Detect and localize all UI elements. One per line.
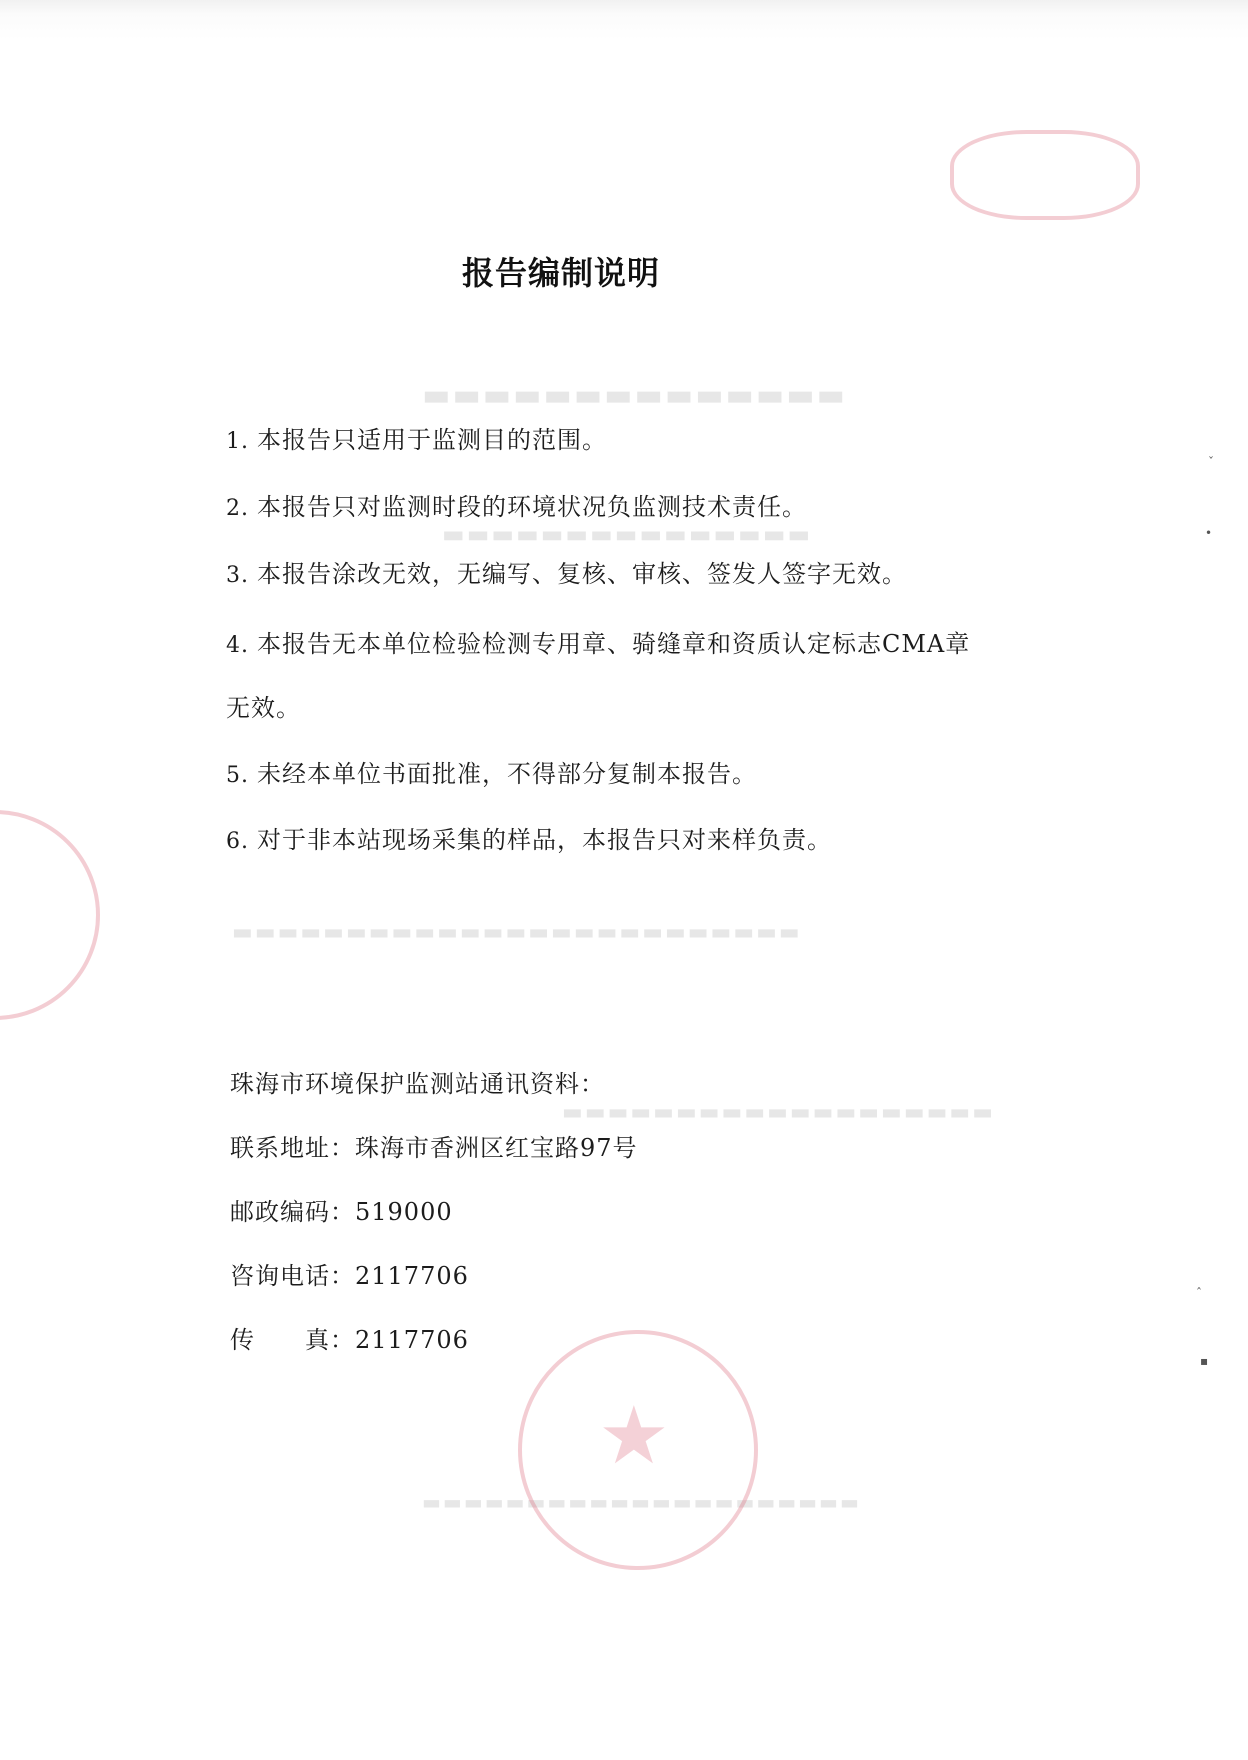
clause-number: 5. [226,763,249,788]
clause-3 [226,560,907,590]
address-label: 联系地址： [230,1134,355,1162]
margin-mark: ˆ [1196,1286,1202,1300]
clause-1 [226,426,607,456]
clause-text: 本报告涂改无效，无编写、复核、审核、签发人签字无效。 [257,560,907,588]
address-value: 珠海市香洲区红宝路97号 [355,1134,638,1162]
postcode-value: 519000 [355,1198,453,1226]
clause-text: 未经本单位书面批准，不得部分复制本报告。 [257,760,757,788]
clause-number: 1. [226,429,249,454]
seal-star-icon: ★ [598,1389,670,1482]
clause-5 [226,760,757,790]
clause-number: 4. [226,633,249,658]
margin-mark: ˇ [1208,455,1214,469]
phone-label: 咨询电话： [230,1262,355,1290]
show-through-text: ▬▬▬▬▬▬▬▬▬▬▬▬▬▬▬▬▬▬▬ [560,1100,993,1125]
clause-number: 3. [226,563,249,588]
contact-heading: 珠海市环境保护监测站通讯资料： [230,1070,605,1098]
contact-phone [230,1262,469,1290]
margin-mark: ▪ [1200,1354,1209,1368]
clause-4-continuation [226,694,301,722]
show-through-text: ▬▬▬▬▬▬▬▬▬▬▬▬▬▬ [420,378,845,413]
phone-value: 2117706 [355,1262,469,1290]
show-through-text: ▬▬▬▬▬▬▬▬▬▬▬▬▬▬▬▬▬▬▬▬▬▬▬▬▬ [230,920,800,945]
contact-fax [230,1326,469,1354]
clause-4 [226,630,970,660]
clause-text: 本报告只对监测时段的环境状况负监测技术责任。 [257,493,807,521]
clause-text: 对于非本站现场采集的样品，本报告只对来样负责。 [257,826,832,854]
seal-impression-right-top [950,130,1140,220]
clause-text: 本报告无本单位检验检测专用章、骑缝章和资质认定标志CMA章 [257,630,971,658]
clause-number: 6. [226,829,249,854]
contact-postcode [230,1198,453,1226]
clause-number: 2. [226,496,249,521]
seal-impression-left-edge [0,810,100,1020]
fax-value: 2117706 [355,1326,469,1354]
clause-6 [226,826,832,856]
fax-label: 传 真： [230,1326,355,1354]
postcode-label: 邮政编码： [230,1198,355,1226]
show-through-text: ▬▬▬▬▬▬▬▬▬▬▬▬▬▬▬▬▬▬▬▬▬ [420,1490,859,1514]
margin-mark: • [1205,526,1213,540]
contact-address [230,1134,638,1162]
clause-text: 本报告只适用于监测目的范围。 [257,426,607,454]
clause-text: 无效。 [226,694,301,722]
show-through-text: ▬▬▬▬▬▬▬▬▬▬▬▬▬▬▬ [440,520,811,548]
page-title: 报告编制说明 [462,254,661,292]
clause-2 [226,493,807,523]
